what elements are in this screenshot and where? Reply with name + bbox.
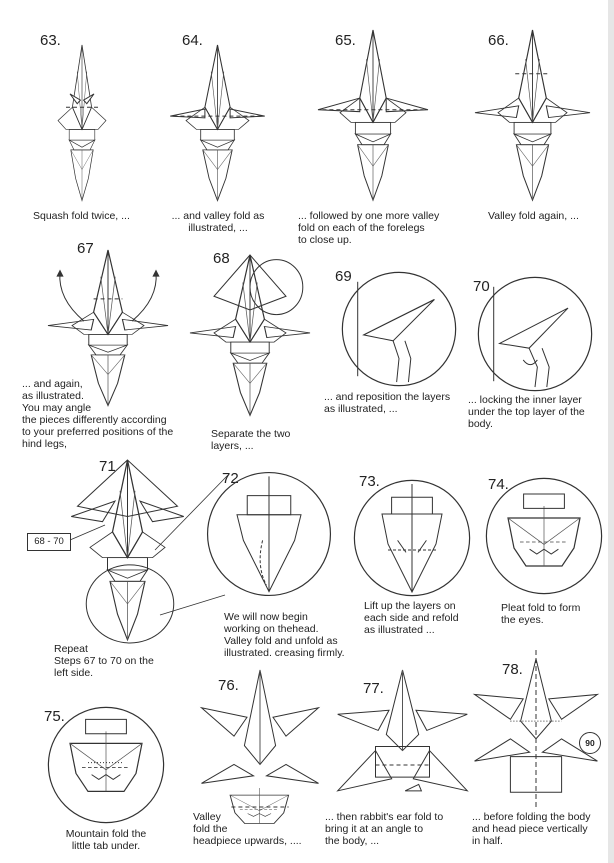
step-74-caption: Pleat fold to form the eyes. [501,602,581,626]
step-number-70: 70 [473,278,490,295]
step-number-69: 69 [335,268,352,285]
step-77-caption: ... then rabbit's ear fold to bring it at an angle to the body, ... [325,811,444,847]
step-69-diagram [340,270,458,388]
step-63-diagram [42,45,122,205]
step-78-diagram [472,650,600,810]
step-number-64: 64. [182,32,203,49]
step-77-diagram [335,670,470,815]
step-69-caption: ... and reposition the layers as illustrated, ... [324,391,451,415]
step-64-diagram [165,45,270,205]
step-number-66: 66. [488,32,509,49]
step-number-73: 73. [359,473,380,490]
step-72-caption: We will now begin working on thehead. Valley fold and unfold as illustrated. creasing firmly. [224,611,345,659]
step-number-78: 78. [502,661,523,678]
step-75-caption: Mountain fold the little tab under. [65,828,147,852]
step-68-caption: Separate the two layers, ... [211,428,291,452]
step-63-caption: Squash fold twice, ... [33,210,130,222]
step-number-65: 65. [335,32,356,49]
step-75-diagram [46,705,166,825]
step-76-caption: Valley fold the headpiece upwards, .... [193,811,302,847]
zoom-connector [150,470,230,620]
step-70-diagram [476,275,594,393]
rotate-90-badge: 90 [579,732,601,754]
step-71-caption: Repeat Steps 67 to 70 on the left side. [54,643,154,679]
step-number-68: 68 [213,250,230,267]
step-68-diagram [190,255,310,420]
page-edge-shadow [608,0,614,863]
step-64-caption: ... and valley fold as illustrated, ... [171,210,265,234]
step-66-caption: Valley fold again, ... [488,210,579,222]
step-65-caption: ... followed by one more valley fold on each of the forelegs to close up. [298,210,440,246]
step-73-caption: Lift up the layers on each side and refold as illustrated ... [364,600,459,636]
step-65-diagram [318,30,428,205]
step-74-diagram [484,476,604,596]
step-number-71: 71 [99,458,116,475]
reference-leader-line [70,520,110,545]
step-67-caption: ... and again, as illustrated. You may angle the pieces differently according to your preferred positions of the hind legs, [22,378,174,450]
step-number-74: 74. [488,476,509,493]
step-number-63: 63. [40,32,61,49]
step-70-caption: ... locking the inner layer under the top layer of the body. [468,394,585,430]
reference-box: 68 - 70 [27,533,71,551]
step-73-diagram [352,478,472,598]
step-number-75: 75. [44,708,65,725]
step-number-76: 76. [218,677,239,694]
step-number-72: 72 [222,470,239,487]
step-66-diagram [475,30,590,205]
step-number-67: 67 [77,240,94,257]
step-number-77: 77. [363,680,384,697]
step-78-caption: ... before folding the body and head piece vertically in half. [472,811,591,847]
